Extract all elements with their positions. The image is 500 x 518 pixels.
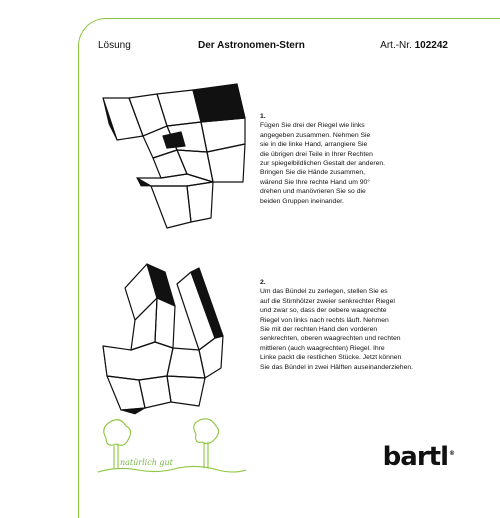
step-line: Um das Bündel zu zerlegen, stellen Sie es bbox=[260, 288, 388, 296]
step-line: Fügen Sie drei der Riegel wie links bbox=[260, 122, 365, 130]
slogan: natürlich gut bbox=[120, 458, 173, 467]
step-line: wärend Sie Ihre rechte Hand um 90° bbox=[260, 178, 371, 186]
step-line: senkrechten, oberen waagrechten und rechten bbox=[260, 335, 401, 343]
step-1 bbox=[260, 112, 385, 206]
step-line: sie in die linke Hand, arrangiere Sie bbox=[260, 141, 368, 149]
step-number: 2. bbox=[260, 279, 266, 286]
step-line: Riegel von links nach rechts läuft. Nehmen bbox=[260, 316, 389, 324]
trees-decoration bbox=[96, 418, 246, 478]
step-line: zur spiegelbildlichen Gestalt der anderen. bbox=[260, 160, 386, 168]
step-line: angegeben zusammen. Nehmen Sie bbox=[260, 131, 371, 139]
step-line: drehen und manövrieren Sie so die bbox=[260, 188, 366, 196]
step-line: Bringen Sie die Hände zusammen, bbox=[260, 169, 366, 177]
assembly-illustration bbox=[95, 82, 255, 232]
step-line: Sie das Bündel in zwei Hälften auseinanderziehen. bbox=[260, 363, 414, 371]
article-prefix: Art.-Nr. bbox=[380, 40, 412, 51]
step-line: mittleren (auch waagrechten) Riegel. Ihre bbox=[260, 344, 385, 352]
header bbox=[98, 40, 448, 56]
step-line: beiden Gruppen ineinander. bbox=[260, 197, 344, 205]
step-line: auf die Stirnhölzer zweier senkrechter Riegel bbox=[260, 297, 395, 305]
step-line: Linke packt die restlichen Stücke. Jetzt können bbox=[260, 354, 402, 362]
article-number bbox=[380, 40, 448, 51]
step-line: die übrigen drei Teile in Ihrer Rechten bbox=[260, 150, 373, 158]
step-line: und zwar so, dass der oebere waagrechte bbox=[260, 307, 387, 315]
page-title: Der Astronomen-Stern bbox=[198, 40, 305, 51]
disassembly-illustration bbox=[95, 258, 245, 418]
bartl-logo bbox=[383, 442, 454, 472]
logo-badge-icon: ® bbox=[449, 450, 454, 458]
step-line: Sie mit der rechten Hand den vorderen bbox=[260, 326, 378, 334]
article-number-value: 102242 bbox=[414, 40, 448, 51]
step-number: 1. bbox=[260, 113, 266, 120]
step-2 bbox=[260, 278, 413, 372]
logo-text: bartl bbox=[382, 442, 448, 472]
solution-label: Lösung bbox=[98, 40, 131, 51]
